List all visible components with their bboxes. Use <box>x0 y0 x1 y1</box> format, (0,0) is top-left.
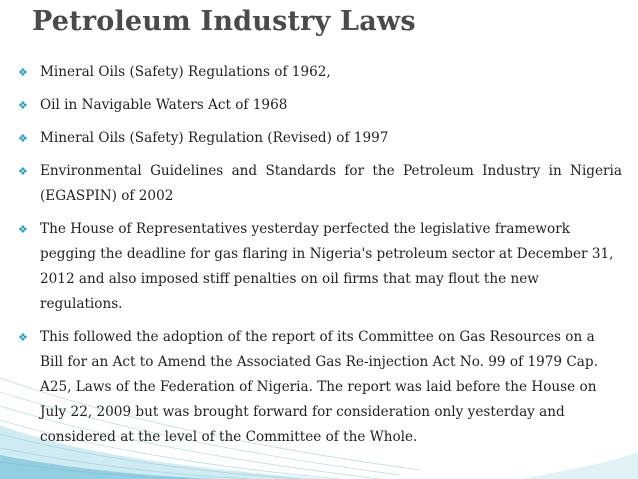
bullet-item <box>14 325 622 450</box>
diamond-bullet-icon: ❖ <box>18 223 28 236</box>
diamond-bullet-icon: ❖ <box>18 132 28 145</box>
slide-title: Petroleum Industry Laws <box>32 6 416 37</box>
bullet-item <box>14 126 622 151</box>
bullet-list <box>14 60 622 458</box>
bullet-item <box>14 159 622 209</box>
bullet-item <box>14 60 622 85</box>
bullet-text: This followed the adoption of the report of its Committee on Gas Resources on a Bill for an Act to Amend the Associated Gas Re-injection Act No. 99 of 1979 Cap. A25, Laws of the Federation of Nigeria. The report was laid before the House on July 22, 2009 but was brought forward for consideration only yesterday and considered at the level of the Committee of the Whole. <box>40 329 598 445</box>
diamond-bullet-icon: ❖ <box>18 66 28 79</box>
bullet-text: The House of Representatives yesterday perfected the legislative framework pegging the deadline for gas flaring in Nigeria's petroleum sector at December 31, 2012 and also imposed stiff penalties on oil firms that may flout the new regulations. <box>40 221 614 312</box>
diamond-bullet-icon: ❖ <box>18 99 28 112</box>
bullet-text: Environmental Guidelines and Standards for the Petroleum Industry in Nigeria (EGASPIN) of 2002 <box>40 163 622 204</box>
bullet-text: Mineral Oils (Safety) Regulation (Revised) of 1997 <box>40 130 389 146</box>
bullet-text: Mineral Oils (Safety) Regulations of 1962, <box>40 64 331 80</box>
diamond-bullet-icon: ❖ <box>18 165 28 178</box>
diamond-bullet-icon: ❖ <box>18 331 28 344</box>
bullet-item <box>14 217 622 317</box>
bullet-text: Oil in Navigable Waters Act of 1968 <box>40 97 288 113</box>
bullet-item <box>14 93 622 118</box>
